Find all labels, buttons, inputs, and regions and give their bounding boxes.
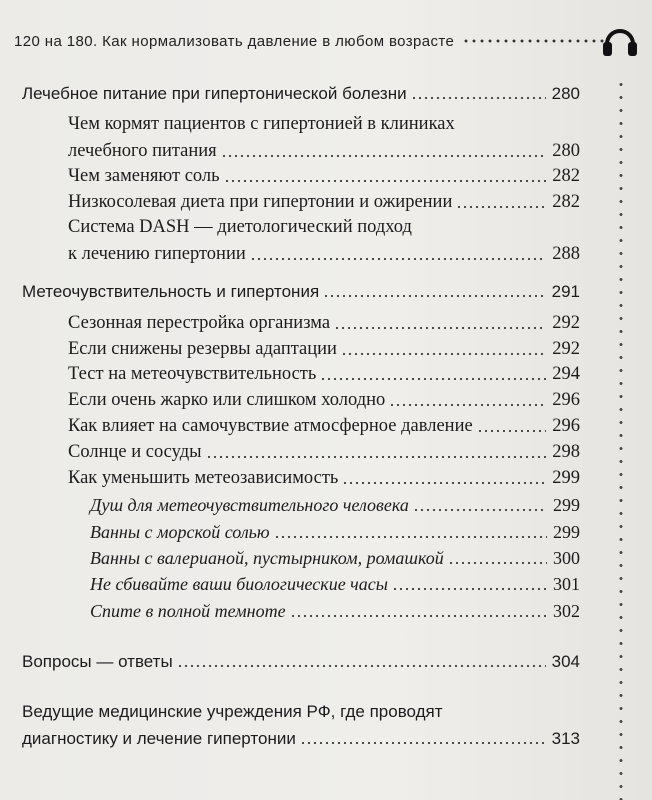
toc-page-number: 280: [552, 141, 580, 161]
dot-leader: [290, 615, 547, 617]
toc-page-number: 282: [552, 192, 580, 212]
toc-entry-subsection[interactable]: [68, 166, 580, 187]
toc-entry-title: к лечению гипертонии: [68, 244, 246, 264]
toc-entry-title: Тест на метеочувствительность: [68, 364, 317, 384]
toc-entry-section[interactable]: [22, 729, 580, 749]
dot-leader: [300, 742, 546, 744]
toc-page-number: 304: [551, 652, 580, 671]
toc-page-number: 300: [553, 548, 580, 568]
toc-entry-subsection[interactable]: [68, 416, 580, 437]
toc-entry-title: Солнце и сосуды: [68, 442, 202, 462]
toc-page-number: 292: [552, 339, 580, 359]
dot-leader: [456, 206, 546, 208]
toc-page-number: 288: [552, 244, 580, 264]
toc-entry-title: Метеочувствительность и гипертония: [22, 282, 320, 301]
toc-entry-title-line1[interactable]: Система DASH — диетологический подход: [68, 217, 412, 237]
dot-leader: [221, 155, 547, 157]
toc-page-number: 296: [552, 416, 580, 436]
toc-entry-section[interactable]: [22, 282, 580, 302]
toc-entry-subsection[interactable]: [68, 390, 580, 411]
dot-leader: [250, 258, 546, 260]
dot-leader: [389, 404, 546, 406]
toc-entry-title: Душ для метеочувствительного человека: [90, 495, 409, 515]
toc-page-number: 299: [553, 522, 580, 542]
toc-entry-subsubsection[interactable]: [90, 601, 580, 622]
toc-entry-title: Лечебное питание при гипертонической болезни: [22, 84, 407, 103]
toc-page-number: 299: [552, 468, 580, 488]
dot-leader: [392, 588, 547, 590]
toc-entry-subsection[interactable]: [68, 364, 580, 385]
toc-entry-title: Спите в полной темноте: [90, 601, 286, 621]
toc-entry-title: Чем заменяют соль: [68, 166, 220, 186]
toc-entry-title: Ванны с валерианой, пустырником, ромашкой: [90, 548, 444, 568]
toc-entry-subsubsection[interactable]: [90, 548, 580, 569]
toc-entry-title: Как влияет на самочувствие атмосферное давление: [68, 416, 473, 436]
toc-entry-subsection[interactable]: [68, 442, 580, 463]
toc-page-number: 280: [551, 84, 580, 103]
toc-entry-section[interactable]: [22, 652, 580, 672]
toc-entry-subsection[interactable]: [68, 244, 580, 265]
toc-page-number: 296: [552, 390, 580, 410]
dot-leader: [334, 327, 546, 329]
toc-entry-subsubsection[interactable]: [90, 522, 580, 543]
toc-entry-title: Как уменьшить метеозависимость: [68, 468, 339, 488]
toc-entry-title: Вопросы — ответы: [22, 652, 173, 671]
toc-entry-subsubsection[interactable]: [90, 495, 580, 516]
dot-leader: [323, 295, 545, 297]
toc-entry-title: диагностику и лечение гипертонии: [22, 729, 296, 748]
toc-entry-title: Низкосолевая диета при гипертонии и ожирении: [68, 192, 453, 212]
dot-leader: [341, 353, 546, 355]
dot-leader: [224, 180, 547, 182]
toc-entry-title: Если снижены резервы адаптации: [68, 339, 337, 359]
toc-page-number: 301: [553, 574, 580, 594]
toc-page-number: 298: [552, 442, 580, 462]
dot-leader: [411, 97, 546, 99]
toc-entry-title-line1[interactable]: Чем кормят пациентов с гипертонией в клиниках: [68, 114, 455, 134]
dot-leader: [320, 378, 546, 380]
toc-page-number: 292: [552, 313, 580, 333]
toc-entry-subsection[interactable]: [68, 339, 580, 360]
toc-entry-subsubsection[interactable]: [90, 574, 580, 595]
dot-leader: [477, 430, 547, 432]
toc-entry-title: Не сбивайте ваши биологические часы: [90, 574, 388, 594]
toc-page-number: 313: [551, 729, 580, 748]
toc-entry-title: Сезонная перестройка организма: [68, 313, 331, 333]
dot-leader: [274, 536, 547, 538]
toc-entry-title: Если очень жарко или слишком холодно: [68, 390, 386, 410]
dot-leader: [342, 482, 546, 484]
toc-page-number: 302: [553, 601, 580, 621]
toc-page-number: 282: [552, 166, 580, 186]
dot-leader: [177, 665, 546, 667]
toc-page-number: 291: [551, 282, 580, 301]
toc-entry-subsection[interactable]: [68, 141, 580, 162]
toc-entry-title-line1[interactable]: Ведущие медицинские учреждения РФ, где проводят: [22, 702, 443, 721]
toc-entry-subsection[interactable]: [68, 313, 580, 334]
toc-page-number: 299: [553, 495, 580, 515]
dot-leader: [413, 509, 547, 511]
toc-entry-title: лечебного питания: [68, 141, 217, 161]
toc-entry-subsection[interactable]: [68, 468, 580, 489]
dot-leader: [448, 562, 547, 564]
toc-entry-subsection[interactable]: [68, 192, 580, 213]
dot-leader: [206, 456, 547, 458]
toc-page-number: 294: [552, 364, 580, 384]
toc-entry-section[interactable]: [22, 84, 580, 104]
header-title: 120 на 180. Как нормализовать давление в любом возрасте: [14, 32, 455, 50]
toc-entry-title: Ванны с морской солью: [90, 522, 270, 542]
